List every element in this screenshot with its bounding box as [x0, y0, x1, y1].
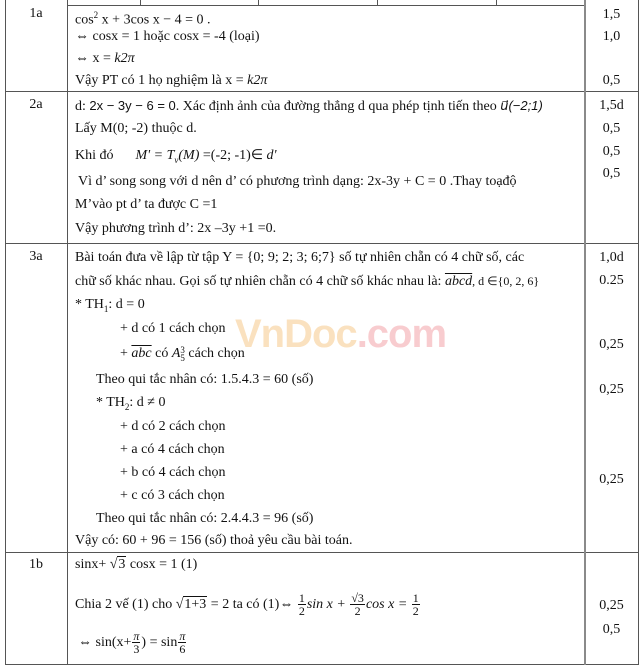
row-label: 2a: [29, 97, 43, 112]
score: 0,5: [602, 166, 621, 181]
text: ) = sin: [141, 635, 178, 650]
score: 0,25: [599, 598, 624, 613]
text: +: [120, 346, 132, 362]
score: 1,0: [602, 29, 621, 44]
content-line: + d có 1 cách chọn: [120, 321, 226, 336]
text: ⇔ x =: [75, 51, 115, 66]
content-line: Theo qui tắc nhân có: 2.4.4.3 = 96 (số): [96, 511, 314, 526]
numerator: √3: [351, 591, 364, 606]
score: 0,5: [602, 622, 621, 637]
sqrt-sign: √: [175, 597, 184, 612]
text: : d ≠ 0: [129, 395, 166, 410]
row-border: [5, 91, 638, 92]
content-line: [78, 626, 187, 660]
math: 5: [180, 353, 185, 363]
text: . Xác định ảnh của đường thẳng d qua phép tịnh tiến theo: [175, 99, 501, 114]
content-line: [75, 588, 421, 622]
fraction: [412, 592, 420, 617]
score: 1,5: [602, 7, 621, 22]
score: 0,5: [602, 73, 621, 88]
content-line: M’vào pt d’ ta được C =1: [75, 197, 218, 212]
watermark-part1: VnDoc: [235, 312, 357, 356]
score: 0,5: [602, 121, 621, 136]
numerator: π: [179, 629, 186, 644]
content-line: Theo qui tắc nhân có: 1.5.4.3 = 60 (số): [96, 372, 314, 387]
text: d:: [75, 99, 90, 114]
content-line: + c có 3 cách chọn: [120, 488, 225, 503]
row-border: [5, 552, 638, 553]
text: 2: [93, 10, 99, 20]
text: chữ số khác nhau. Gọi số tự nhiên chẵn có 4 chữ số khác nhau là:: [75, 274, 445, 289]
table-right-border: [638, 0, 639, 665]
content-line: + b có 4 cách chọn: [120, 465, 226, 480]
text: cosx = 1 (1): [126, 557, 198, 572]
math: v: [174, 154, 179, 165]
row-border: [5, 243, 638, 244]
text: * TH: [75, 297, 104, 312]
score: 0,25: [599, 382, 624, 397]
content-line: Bài toán đưa về lập từ tập Y = {0; 9; 2; 3; 6;7} số tự nhiên chẵn có 4 chữ số, các: [75, 250, 525, 265]
score: 1,0d: [599, 250, 624, 265]
math: (M): [178, 148, 200, 163]
math: $\overline{abc}$: [131, 346, 152, 362]
numerator: π: [133, 629, 140, 644]
math: cos x =: [365, 597, 411, 612]
math: 3: [118, 557, 126, 572]
prev-table-divider: [496, 0, 497, 5]
text: cách chọn: [184, 346, 245, 362]
numerator: 1: [412, 591, 419, 606]
math: M' = T: [135, 148, 175, 163]
table-bottom-border: [5, 664, 638, 665]
prev-table-divider: [258, 0, 259, 5]
math: 3: [180, 345, 185, 355]
prev-table-bottom-border: [67, 5, 585, 6]
content-line: Vậy phương trình d’: 2x –3y +1 =0.: [75, 221, 277, 236]
text: Chia 2 vế (1) cho: [75, 597, 176, 612]
prev-table-divider: [140, 0, 141, 5]
text: ⇔ sin(x+: [78, 635, 132, 650]
score: 1,5d: [599, 98, 624, 113]
content-line: [75, 557, 197, 573]
fraction: [132, 630, 140, 655]
row-label: 3a: [29, 249, 43, 264]
math: d': [266, 148, 277, 163]
text: có: [151, 346, 172, 362]
watermark: [235, 312, 446, 357]
content-line: + a có 4 cách chọn: [120, 442, 225, 457]
content-line: ⇔ cosx = 1 hoặc cosx = -4 (loại): [75, 29, 260, 44]
row-label: 1a: [29, 6, 43, 21]
text: * TH: [96, 395, 125, 410]
row-label: 1b: [29, 557, 43, 572]
content-line: [75, 148, 277, 168]
label-column-divider: [67, 0, 68, 665]
math: , d ∈{0, 2, 6}: [472, 274, 540, 288]
math: 2x − 3y − 6 = 0: [89, 98, 176, 113]
math: 1+3: [184, 597, 207, 612]
content-line: [75, 98, 543, 115]
text: Khi đó: [75, 148, 114, 163]
content-line: [96, 395, 166, 415]
text: sinx+: [75, 557, 110, 572]
denominator: 2: [298, 604, 305, 619]
denominator: 3: [133, 642, 140, 657]
content-line: [75, 273, 539, 290]
text: 2: [124, 401, 130, 412]
text: k2π: [247, 73, 268, 88]
content-line: [75, 51, 135, 67]
math: abcd: [444, 274, 473, 289]
math: sin x +: [306, 597, 350, 612]
content-line: [75, 297, 145, 317]
fraction: [350, 592, 365, 617]
content-line: Vì d’ song song với d nên d’ có phương trình dạng: 2x-3y + C = 0 .Thay toạđộ: [78, 174, 517, 189]
fraction: [298, 592, 306, 617]
text: : d = 0: [108, 297, 145, 312]
sqrt-sign: √: [109, 557, 118, 572]
text: Vậy PT có 1 họ nghiệm là x =: [75, 73, 248, 88]
numerator: 1: [298, 591, 305, 606]
math: A: [171, 346, 181, 362]
score: 0,25: [599, 337, 624, 352]
content-line: [75, 73, 267, 89]
content-line: Lấy M(0; -2) thuộc d.: [75, 121, 197, 136]
score: 0,5: [602, 144, 621, 159]
content-line: [75, 7, 211, 29]
prev-table-divider: [377, 0, 378, 5]
content-line: Vậy có: 60 + 96 = 156 (số) thoả yêu cầu bài toán.: [75, 533, 353, 548]
fraction: [178, 630, 186, 655]
denominator: 2: [412, 604, 419, 619]
content-line: + d có 2 cách chọn: [120, 419, 226, 434]
score: 0.25: [599, 273, 624, 288]
denominator: 6: [179, 642, 186, 657]
denominator: 2: [354, 604, 361, 619]
content-line: [120, 346, 245, 362]
text: x + 3cos x − 4 = 0 .: [98, 12, 211, 28]
watermark-part2: .com: [356, 312, 447, 356]
text: 1: [103, 303, 109, 314]
score: 0,25: [599, 472, 624, 487]
vector-u: u⃗(−2;1): [500, 98, 543, 113]
text: = 2 ta có (1)⇔: [207, 597, 297, 612]
text: cos: [75, 12, 94, 28]
text: =(-2; -1)∈: [199, 148, 267, 163]
text: k2π: [114, 51, 135, 66]
